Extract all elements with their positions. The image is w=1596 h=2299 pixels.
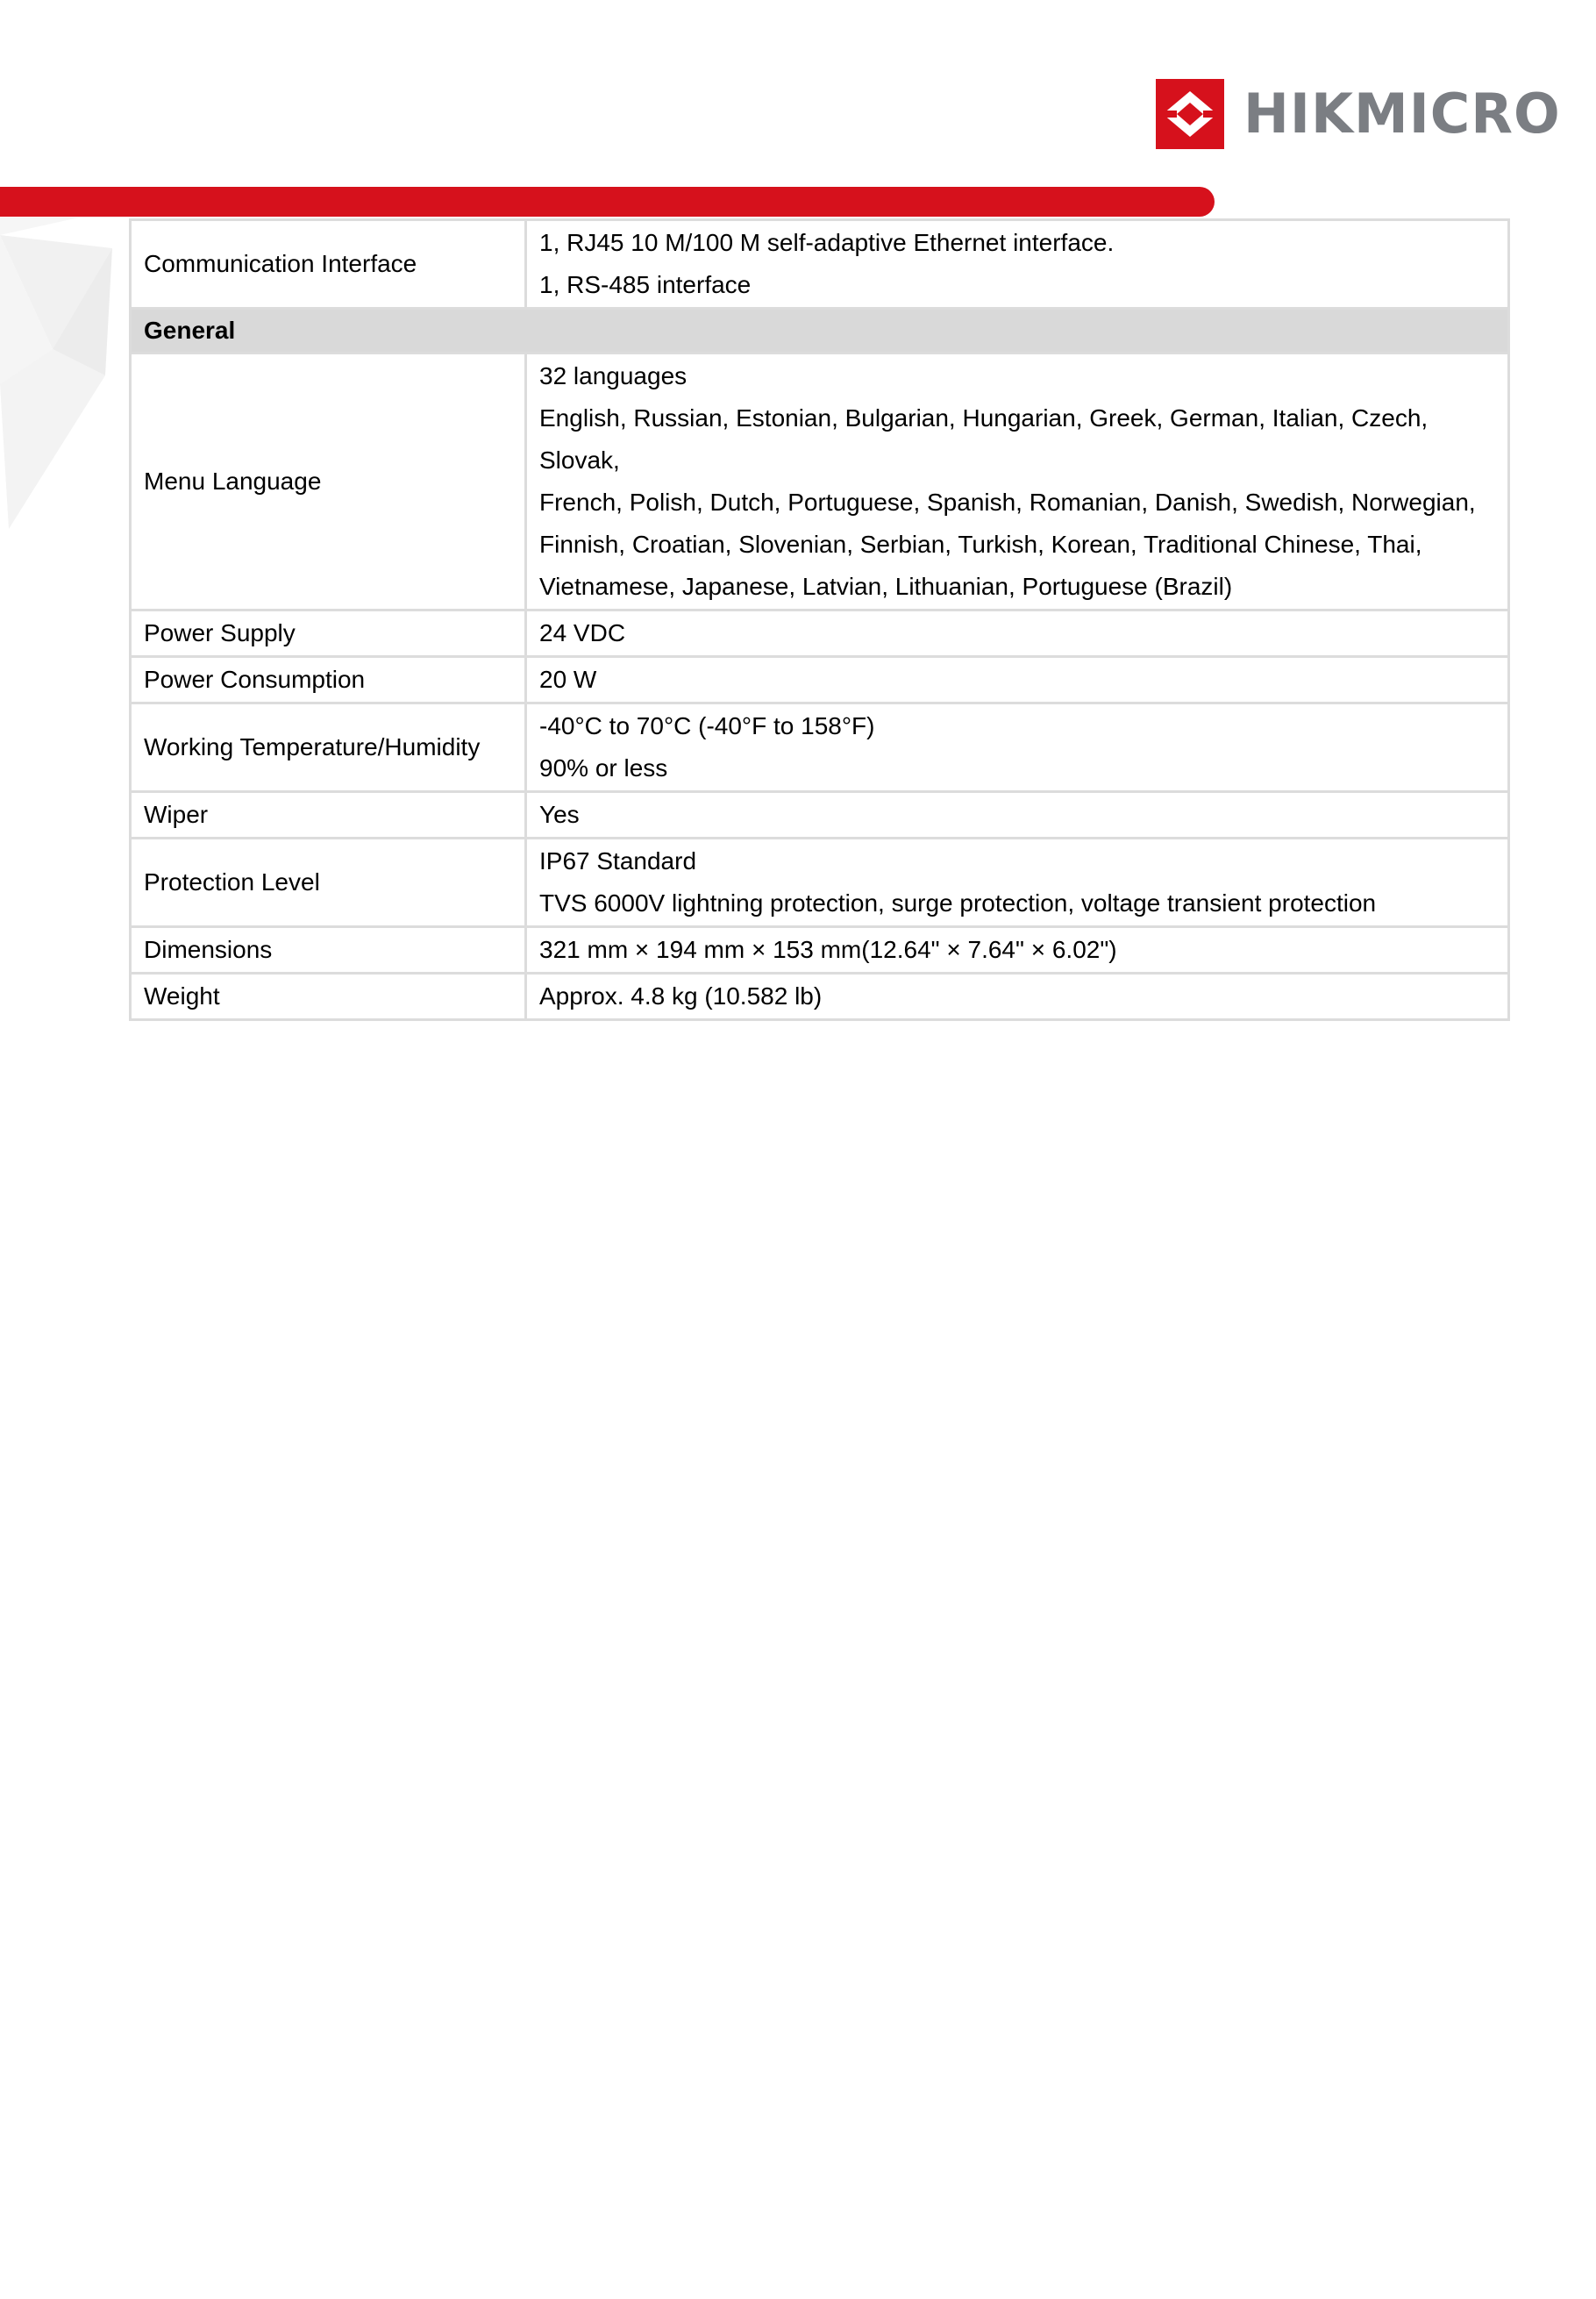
spec-value [526,353,1509,610]
table-row [131,703,1509,792]
table-row [131,353,1509,610]
spec-value-line: 32 languages [539,362,688,389]
spec-label: Menu Language [131,353,526,610]
spec-label: Wiper [131,792,526,839]
specification-table [129,218,1510,1021]
spec-label: Protection Level [131,839,526,927]
table-row [131,610,1509,657]
table-row [131,220,1509,309]
spec-value-line: TVS 6000V lightning protection, surge protection, voltage transient protection [539,889,1377,917]
section-title: General [131,309,1509,353]
spec-value-line: Approx. 4.8 kg (10.582 lb) [539,982,823,1010]
spec-value-line: 90% or less [539,754,668,782]
spec-value [526,974,1509,1020]
spec-value [526,927,1509,974]
spec-value-line: Vietnamese, Japanese, Latvian, Lithuanian, Portuguese (Brazil) [539,573,1233,600]
spec-label: Power Consumption [131,657,526,703]
spec-value-line: Finnish, Croatian, Slovenian, Serbian, Turkish, Korean, Traditional Chinese, Thai, [539,531,1422,558]
spec-label: Dimensions [131,927,526,974]
table-row [131,839,1509,927]
brand-name: HIKMICRO [1243,82,1561,146]
table-row [131,927,1509,974]
section-header-row [131,309,1509,353]
table-row [131,792,1509,839]
header-red-bar [0,187,1215,217]
spec-value-line: 1, RS-485 interface [539,271,752,298]
spec-label: Weight [131,974,526,1020]
spec-value-line: -40°C to 70°C (-40°F to 158°F) [539,712,875,739]
brand-logo [1156,79,1561,149]
decorative-watermark [0,218,114,535]
spec-value-line: French, Polish, Dutch, Portuguese, Spanish, Romanian, Danish, Swedish, Norwegian, [539,489,1476,516]
spec-value-line: 1, RJ45 10 M/100 M self-adaptive Ethernet interface. [539,229,1115,256]
hikmicro-logo-icon [1156,79,1224,149]
spec-value [526,839,1509,927]
spec-value [526,220,1509,309]
spec-value-line: 20 W [539,666,597,693]
spec-value-line: 24 VDC [539,619,626,646]
spec-value-line: English, Russian, Estonian, Bulgarian, Hungarian, Greek, German, Italian, Czech, Slovak, [539,404,1429,474]
spec-value [526,610,1509,657]
spec-value [526,792,1509,839]
spec-label: Communication Interface [131,220,526,309]
spec-value-line: 321 mm × 194 mm × 153 mm(12.64" × 7.64" × 6.02") [539,936,1117,963]
table-row [131,974,1509,1020]
spec-value [526,703,1509,792]
spec-label: Working Temperature/Humidity [131,703,526,792]
spec-value-line: Yes [539,801,580,828]
table-row [131,657,1509,703]
spec-value [526,657,1509,703]
spec-value-line: IP67 Standard [539,847,697,875]
spec-label: Power Supply [131,610,526,657]
